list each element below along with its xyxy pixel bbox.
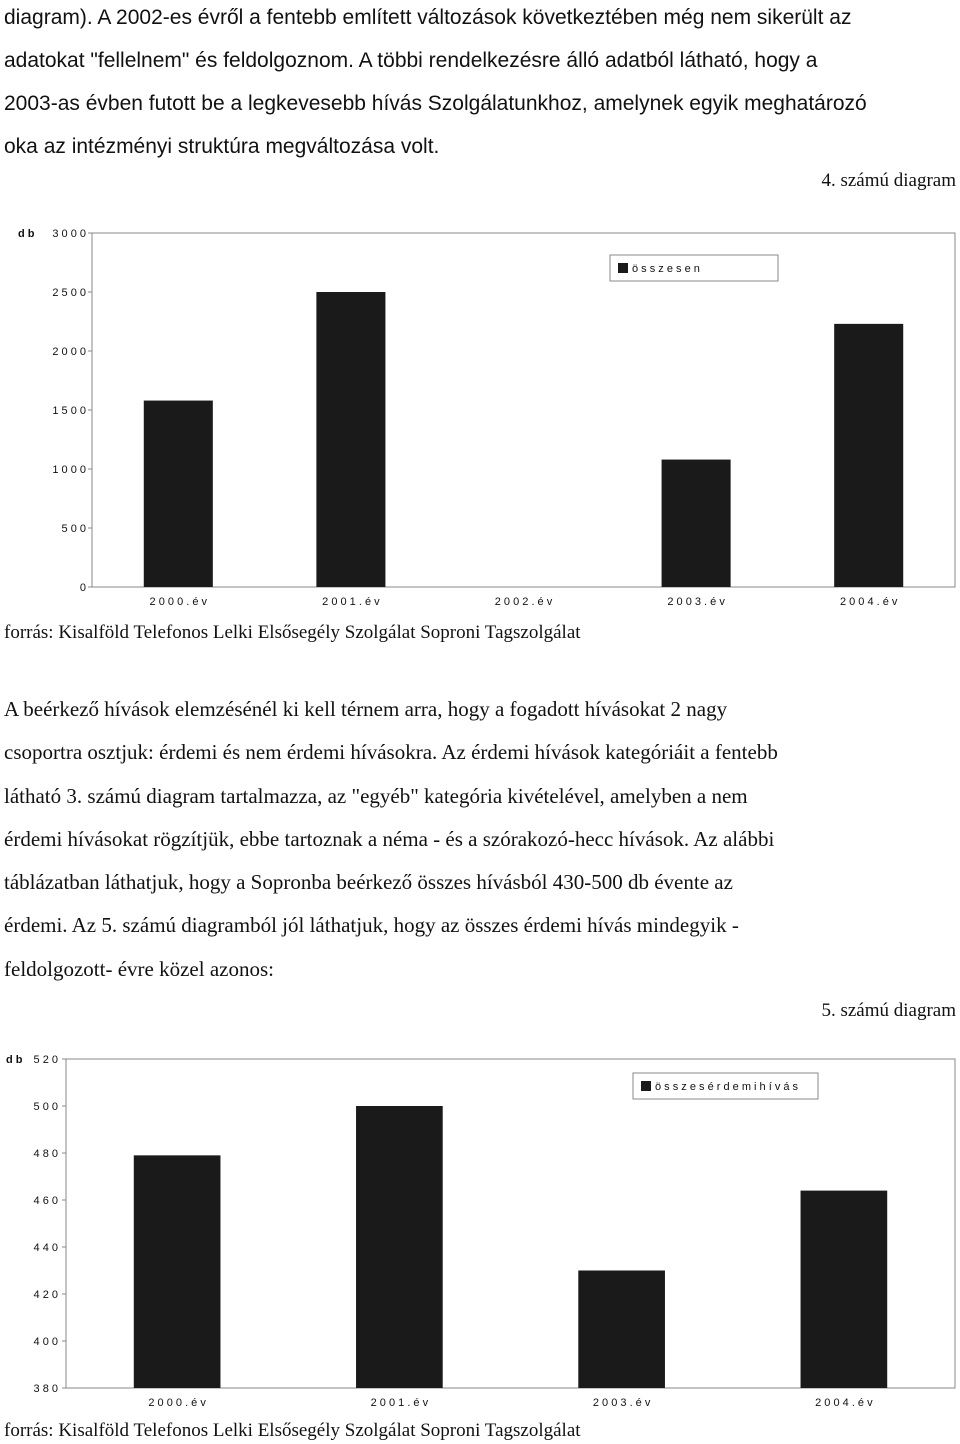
y-tick-label: 4 6 0	[33, 1195, 58, 1207]
x-tick-label: 2 0 0 0 . é v	[148, 1397, 206, 1409]
y-tick-label: 4 0 0	[33, 1336, 58, 1348]
y-tick-label: 0	[79, 582, 86, 594]
y-tick-label: 4 8 0	[33, 1148, 58, 1160]
y-tick-label: 1 0 0 0	[52, 464, 86, 476]
x-tick-label: 2 0 0 1 . é v	[370, 1397, 429, 1409]
x-tick-label: 2 0 0 1 . é v	[322, 596, 380, 608]
y-tick-label: 4 4 0	[33, 1242, 58, 1254]
intro-line: 2003-as évben futott be a legkevesebb hívás Szolgálatunkhoz, amelynek egyik meghatározó	[4, 92, 867, 115]
x-tick-label: 2 0 0 4 . é v	[815, 1397, 873, 1409]
middle-line: látható 3. számú diagram tartalmazza, az "egyéb" kategória kivételével, amelyben a nem	[4, 783, 748, 808]
legend-label: ö s s z e s e n	[632, 263, 700, 275]
middle-line: csoportra osztjuk: érdemi és nem érdemi hívásokra. Az érdemi hívások kategóriáit a fentebb	[4, 740, 778, 765]
x-tick-label: 2 0 0 2 . é v	[494, 596, 553, 608]
x-tick-label: 2 0 0 0 . é v	[149, 596, 208, 608]
chart2-source: forrás: Kisalföld Telefonos Lelki Elsősegély Szolgálat Soproni Tagszolgálat	[4, 1420, 581, 1441]
legend-label: ö s s z e s é r d e m i h í v á s	[655, 1081, 799, 1093]
x-tick-label: 2 0 0 4 . é v	[839, 596, 898, 608]
bar-2001v	[356, 1106, 443, 1388]
chart1-source: forrás: Kisalföld Telefonos Lelki Elsősegély Szolgálat Soproni Tagszolgálat	[4, 622, 581, 643]
bar-2000v	[134, 1155, 221, 1388]
y-tick-label: 5 0 0	[61, 523, 86, 535]
x-tick-label: 2 0 0 3 . é v	[592, 1397, 651, 1409]
middle-line: A beérkező hívások elemzésénél ki kell térnem arra, hogy a fogadott hívásokat 2 nagy	[4, 697, 728, 721]
y-tick-label: 1 5 0 0	[52, 405, 86, 417]
intro-line: diagram). A 2002-es évről a fentebb említett változások következtében még nem sikerült az	[4, 6, 852, 29]
bar-2003v	[578, 1271, 665, 1389]
chart1-caption: 4. számú diagram	[821, 170, 956, 191]
y-tick-label: 3 8 0	[33, 1383, 58, 1395]
y-tick-label: 3 0 0 0	[52, 228, 86, 240]
y-tick-label: 5 2 0	[33, 1054, 58, 1066]
chart2-caption: 5. számú diagram	[821, 1000, 956, 1021]
y-tick-label: 5 0 0	[33, 1101, 58, 1113]
intro-line: oka az intézményi struktúra megváltozása volt.	[4, 135, 440, 158]
bar-2004v	[801, 1191, 888, 1388]
middle-line: érdemi. Az 5. számú diagramból jól láthatjuk, hogy az összes érdemi hívás mindegyik -	[4, 913, 739, 938]
y-tick-label: 4 2 0	[33, 1289, 58, 1301]
y-tick-label: 2 5 0 0	[52, 287, 86, 299]
legend-swatch	[641, 1081, 651, 1091]
middle-line: táblázatban láthatjuk, hogy a Sopronba beérkező összes hívásból 430-500 db évente az	[4, 870, 733, 895]
y-tick-label: 2 0 0 0	[52, 346, 86, 358]
y-axis-title: d b	[6, 1054, 23, 1066]
intro-line: adatokat "fellelnem" és feldolgoznom. A többi rendelkezésre álló adatból látható, hogy a	[4, 49, 818, 72]
middle-line: érdemi hívásokat rögzítjük, ebbe tartoznak a néma - és a szórakozó-hecc hívások. Az alábbi	[4, 826, 775, 851]
y-axis-title: d b	[18, 228, 35, 240]
middle-line: feldolgozott- évre közel azonos:	[4, 956, 274, 981]
x-tick-label: 2 0 0 3 . é v	[667, 596, 725, 608]
